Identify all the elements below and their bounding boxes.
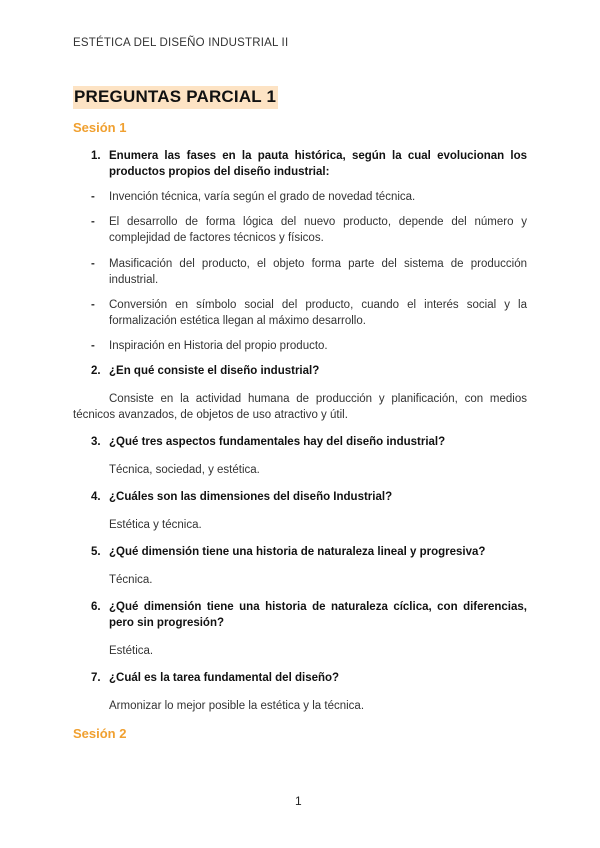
question-6 <box>91 600 527 631</box>
bullet-text: Conversión en símbolo social del producto, cuando el interés social y la formalización estética llegan al máximo desarrollo. <box>109 299 527 327</box>
session-heading: Sesión 1 <box>73 120 127 135</box>
title-block <box>73 86 278 109</box>
question-text: ¿Qué dimensión tiene una historia de naturaleza cíclica, con diferencias, pero sin progresión? <box>109 601 527 629</box>
dash-bullet-icon: - <box>91 299 95 311</box>
question-number: 7. <box>91 672 101 684</box>
answer-text: Estética y técnica. <box>109 519 202 531</box>
answer-text: Estética. <box>109 645 154 657</box>
question-2 <box>91 364 527 380</box>
question-3 <box>91 435 527 451</box>
question-text: ¿Cuál es la tarea fundamental del diseño? <box>109 672 340 684</box>
page-number: 1 <box>295 794 302 808</box>
bullet-item <box>91 338 527 354</box>
bullet-item <box>91 297 527 329</box>
bullet-item <box>91 214 527 246</box>
running-header: ESTÉTICA DEL DISEÑO INDUSTRIAL II <box>73 37 289 49</box>
question-text: ¿En qué consiste el diseño industrial? <box>109 365 320 377</box>
answer-text: Técnica, sociedad, y estética. <box>109 464 260 476</box>
bullet-item <box>91 256 527 288</box>
question-text: ¿Cuáles son las dimensiones del diseño Industrial? <box>109 491 393 503</box>
question-1 <box>91 149 527 180</box>
question-number: 6. <box>91 601 101 613</box>
question-text: ¿Qué tres aspectos fundamentales hay del diseño industrial? <box>109 436 446 448</box>
question-number: 3. <box>91 436 101 448</box>
dash-bullet-icon: - <box>91 340 95 352</box>
bullet-text: El desarrollo de forma lógica del nuevo producto, depende del número y complejidad de factores técnicos y físicos. <box>109 216 527 244</box>
answer-text: Consiste en la actividad humana de producción y planificación, con medios técnicos avanzados, de objetos de uso atractivo y útil. <box>73 393 527 421</box>
question-number: 4. <box>91 491 101 503</box>
question-number: 1. <box>91 150 101 162</box>
question-4 <box>91 490 527 506</box>
answer-text: Armonizar lo mejor posible la estética y la técnica. <box>109 700 365 712</box>
dash-bullet-icon: - <box>91 258 95 270</box>
question-text: Enumera las fases en la pauta histórica, según la cual evolucionan los productos propios del diseño industrial: <box>109 150 527 178</box>
bullet-text: Masificación del producto, el objeto forma parte del sistema de producción industrial. <box>109 258 527 286</box>
question-number: 5. <box>91 546 101 558</box>
question-number: 2. <box>91 365 101 377</box>
dash-bullet-icon: - <box>91 191 95 203</box>
question-text: ¿Qué dimensión tiene una historia de naturaleza lineal y progresiva? <box>109 546 486 558</box>
bullet-text: Inspiración en Historia del propio producto. <box>109 340 328 352</box>
bullet-item <box>91 189 527 205</box>
bullet-text: Invención técnica, varía según el grado de novedad técnica. <box>109 191 416 203</box>
question-7 <box>91 671 527 687</box>
answer-text: Técnica. <box>109 574 153 586</box>
dash-bullet-icon: - <box>91 216 95 228</box>
session-heading: Sesión 2 <box>73 726 127 741</box>
page-title: PREGUNTAS PARCIAL 1 <box>73 86 278 109</box>
question-5 <box>91 545 527 561</box>
